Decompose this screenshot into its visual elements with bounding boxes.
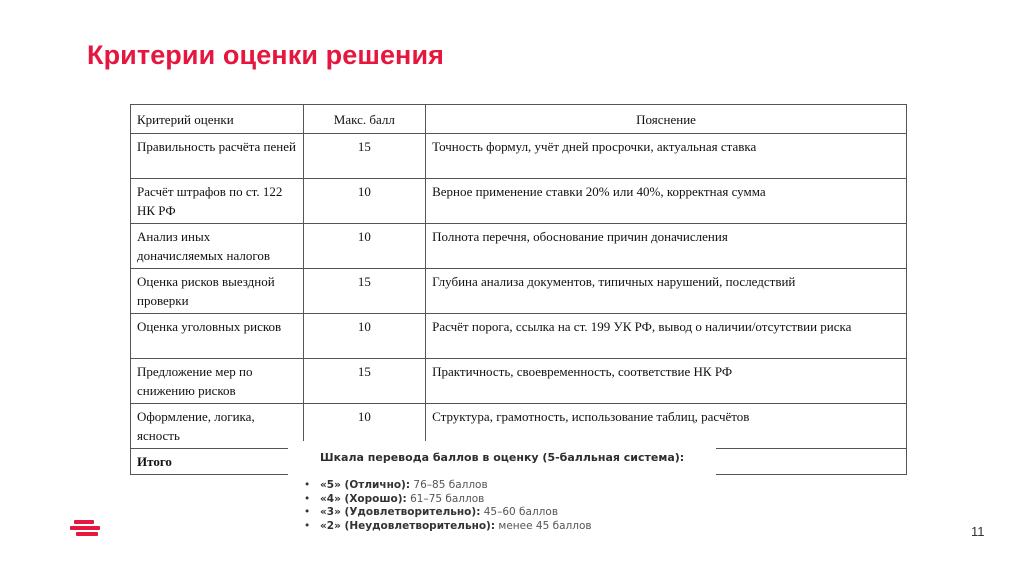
max-score-cell: 15 (303, 359, 426, 404)
grade-range: 45–60 баллов (483, 506, 559, 518)
list-item (302, 520, 592, 534)
grade-label: «2» (Неудовлетворительно): (320, 519, 496, 532)
table-header-row (131, 105, 907, 134)
list-item (302, 506, 592, 520)
grade-range: менее 45 баллов (498, 519, 592, 532)
explanation-cell: Практичность, своевременность, соответствие НК РФ (426, 359, 907, 404)
criterion-cell: Предложение мер по снижению рисков (131, 359, 304, 404)
explanation-cell: Глубина анализа документов, типичных нарушений, последствий (426, 269, 907, 314)
grade-label: «4» (Хорошо): (320, 492, 407, 505)
explanation-cell: Расчёт порога, ссылка на ст. 199 УК РФ, вывод о наличии/отсутствии риска (426, 314, 907, 359)
header-max-score: Макс. балл (303, 105, 426, 134)
grading-scale-list (302, 479, 592, 533)
table-row (131, 224, 907, 269)
table-row (131, 179, 907, 224)
table-row (131, 269, 907, 314)
slide-title: Критерии оценки решения (87, 40, 445, 70)
criteria-table (130, 104, 907, 475)
criterion-cell: Анализ иных доначисляемых налогов (131, 224, 304, 269)
max-score-cell: 10 (303, 224, 426, 269)
header-explanation: Пояснение (426, 105, 907, 134)
table-row (131, 314, 907, 359)
list-item (302, 493, 592, 507)
criterion-cell: Расчёт штрафов по ст. 122 НК РФ (131, 179, 304, 224)
criterion-cell: Правильность расчёта пеней (131, 134, 304, 179)
list-item (302, 479, 592, 493)
grade-label: «3» (Удовлетворительно): (320, 506, 481, 518)
grade-label: «5» (Отлично): (320, 479, 411, 491)
explanation-cell: Полнота перечня, обоснование причин доначисления (426, 224, 907, 269)
table-row (131, 134, 907, 179)
brand-logo-icon (70, 520, 102, 540)
grading-scale-box (288, 441, 716, 537)
total-label: Итого (131, 449, 304, 475)
grade-range: 76–85 баллов (413, 479, 488, 491)
max-score-cell: 10 (303, 179, 426, 224)
criterion-cell: Оформление, логика, ясность (131, 404, 304, 449)
max-score-cell: 15 (303, 134, 426, 179)
grading-scale-title: Шкала перевода баллов в оценку (5-балльная система): (320, 451, 685, 464)
criterion-cell: Оценка уголовных рисков (131, 314, 304, 359)
max-score-cell: 15 (303, 269, 426, 314)
explanation-cell: Верное применение ставки 20% или 40%, корректная сумма (426, 179, 907, 224)
header-criterion: Критерий оценки (131, 105, 304, 134)
explanation-cell: Структура, грамотность, использование таблиц, расчётов (426, 404, 907, 449)
explanation-cell: Точность формул, учёт дней просрочки, актуальная ставка (426, 134, 907, 179)
criterion-cell: Оценка рисков выездной проверки (131, 269, 304, 314)
page-number: 11 (971, 524, 985, 539)
max-score-cell: 10 (303, 314, 426, 359)
max-score-cell: 10 (303, 404, 426, 449)
table-row (131, 359, 907, 404)
grade-range: 61–75 баллов (410, 492, 485, 505)
